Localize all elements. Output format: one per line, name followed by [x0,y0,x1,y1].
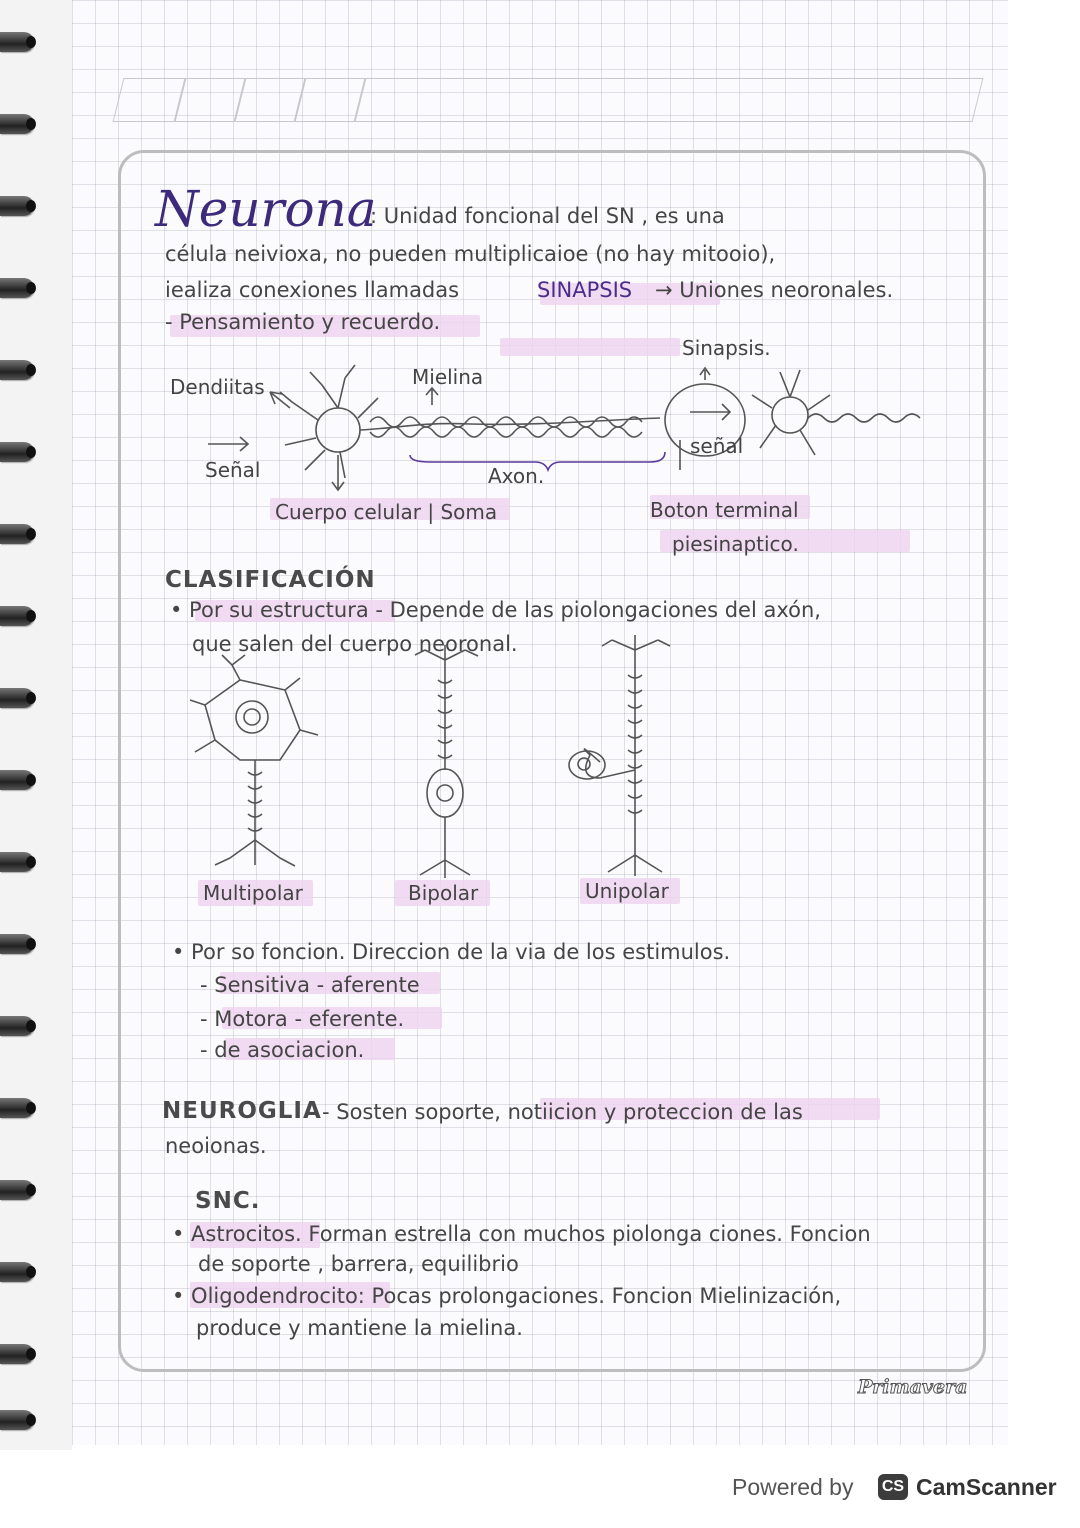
binding-ring [0,360,34,380]
binding-ring [0,1016,34,1036]
binding-ring [0,442,34,462]
label-axon: Axon. [488,464,545,488]
binding-ring [0,770,34,790]
neuroglia-line-2: neoionas. [165,1134,267,1158]
binding-ring [0,196,34,216]
label-mielina: Mielina [412,365,484,389]
estructura-line-2: que salen del cuerpo neoronal. [192,632,518,656]
binding-ring [0,1410,34,1430]
estructura-line-1: • Por su estructura - Depende de las piolongaciones del axón, [170,598,821,622]
binding-ring [0,524,34,544]
binding-ring [0,114,34,134]
highlight [500,338,680,356]
oligo-line-2: produce y mantiene la mielina. [196,1316,523,1340]
astrocitos-line-1: • Astrocitos. Forman estrella con muchos piolonga ciones. Foncion [172,1222,871,1246]
page-title: Neurona [155,180,377,238]
binding-ring [0,606,34,626]
intro-line-3-pre: iealiza conexiones llamadas [165,278,460,302]
neuroglia-line-1: - Sosten soporte, notiicion y proteccion de las [322,1100,803,1124]
funcion-item: - de asociacion. [200,1038,365,1062]
snc-heading: SNC. [195,1188,261,1214]
binding-ring [0,1344,34,1364]
label-multipolar: Multipolar [203,881,303,905]
funcion-item: - Sensitiva - aferente [200,973,420,997]
label-dendritas: Dendiitas [170,375,265,399]
label-boton-terminal: Boton terminal [650,498,799,522]
binding-ring [0,1262,34,1282]
label-bipolar: Bipolar [408,881,479,905]
binding-ring [0,1098,34,1118]
label-senal-left: Señal [205,458,261,482]
binding-ring [0,852,34,872]
label-unipolar: Unipolar [585,879,669,903]
binding-ring [0,934,34,954]
camscanner-icon: CS [878,1474,908,1500]
camscanner-name: CamScanner [916,1474,1057,1500]
funcion-item: - Motora - eferente. [200,1007,405,1031]
label-sinapsis: Sinapsis. [682,336,771,360]
header-boxes [113,78,984,122]
intro-sinapsis-term: SINAPSIS [537,278,633,302]
powered-by-text: Powered by [732,1474,854,1500]
label-senal-right: señal [690,434,744,458]
binding-ring [0,32,34,52]
intro-line-2: célula neivioxa, no pueden multiplicaioe (no hay mitooio), [165,242,776,266]
label-presinaptico: piesinaptico. [672,532,799,556]
intro-line-1: : Unidad foncional del SN , es una [370,204,725,228]
binding-ring [0,1180,34,1200]
clasificacion-heading: CLASIFICACIÓN [165,567,376,593]
oligo-line-1: • Oligodendrocito: Pocas prolongaciones. Foncion Mielinización, [172,1284,842,1308]
primavera-logo: Primavera [858,1376,968,1398]
label-cuerpo-celular: Cuerpo celular | Soma [275,500,498,524]
spiral-binding [0,0,72,1450]
intro-line-3-post: → Uniones neoronales. [655,278,894,302]
astrocitos-line-2: de soporte , barrera, equilibrio [198,1252,519,1276]
intro-line-4: - Pensamiento y recuerdo. [165,310,441,334]
binding-ring [0,278,34,298]
funcion-line: • Por so foncion. Direccion de la via de los estimulos. [172,940,731,964]
binding-ring [0,688,34,708]
neuroglia-heading: NEUROGLIA [162,1098,322,1124]
